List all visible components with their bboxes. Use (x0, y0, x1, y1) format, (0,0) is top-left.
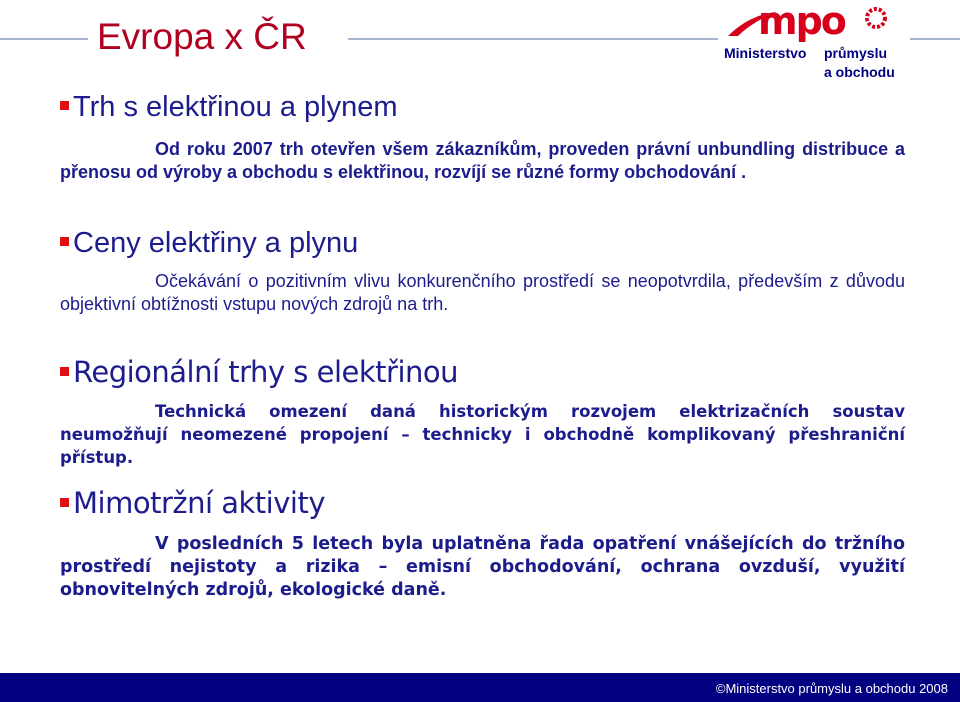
section-heading-trh: Trh s elektřinou a plynem (60, 90, 398, 124)
section-heading-ceny: Ceny elektřiny a plynu (60, 226, 358, 260)
header-rule-left (0, 38, 88, 40)
mpo-logo (718, 0, 910, 84)
bullet-icon (60, 367, 69, 376)
slide-title: Evropa x ČR (97, 16, 307, 57)
bullet-icon (60, 498, 69, 507)
section-text-trh: Od roku 2007 trh otevřen všem zákazníkům, proveden právní unbundling distribuce a přenosu od výroby a obchodu s elektřinou, rozvíjí se různé formy obchodování . (60, 139, 905, 182)
logo-line2: průmyslu (824, 45, 888, 61)
logo-line3: a obchodu (824, 64, 895, 80)
section-text-mimotrzni: V posledních 5 letech byla uplatněna řada opatření vnášejících do tržního prostředí nejistoty a rizika – emisní obchodování, ochrana ovzduší, využití obnovitelných zdrojů, ekologické daně. (60, 534, 905, 600)
footer-copyright: ©Ministerstvo průmyslu a obchodu 2008 (715, 681, 948, 696)
section-text-ceny: Očekávání o pozitivním vlivu konkurenčního prostředí se neopotvrdila, především z důvodu objektivní obtížnosti vstupu nových zdrojů na trh. (60, 271, 905, 314)
bullet-icon (60, 237, 69, 246)
section-heading-mimotrzni: Mimotržní aktivity (60, 486, 325, 520)
bullet-icon (60, 101, 69, 110)
logo-mark: mpo (758, 0, 845, 43)
logo-line1: Ministerstvo (724, 45, 807, 61)
footer-bar (0, 673, 960, 702)
section-heading-regionalni: Regionální trhy s elektřinou (60, 355, 458, 389)
section-text-regionalni: Technická omezení daná historickým rozvojem elektrizačních soustav neumožňují neomezené propojení – technicky i obchodně komplikovaný přeshraniční přístup. (60, 402, 905, 467)
